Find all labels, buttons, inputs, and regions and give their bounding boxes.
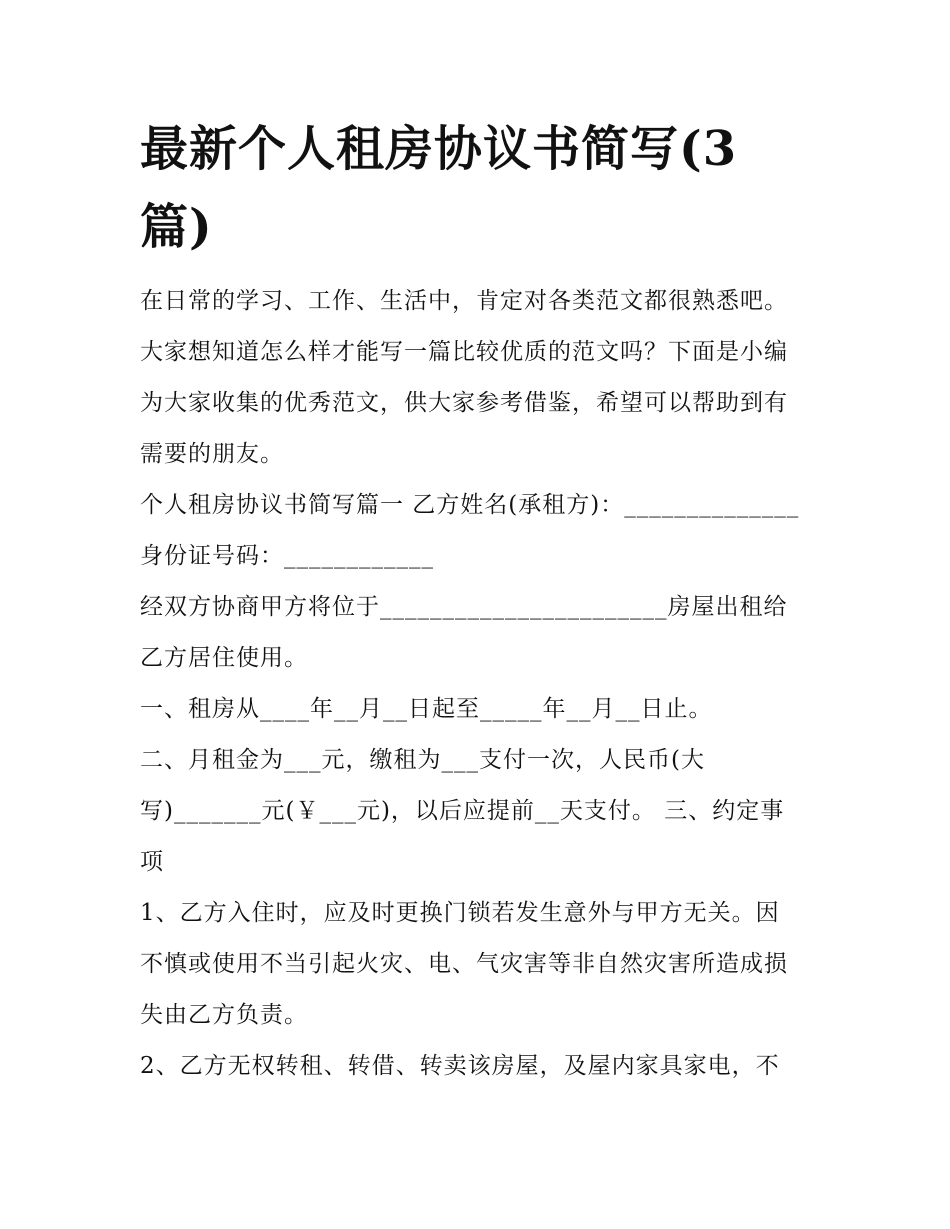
paragraph-line: 1、乙方入住时，应及时更换门锁若发生意外与甲方无关。因 <box>140 900 780 926</box>
paragraph-line: 失由乙方负责。 <box>140 1002 308 1028</box>
paragraph-line: 乙方居住使用。 <box>140 645 308 671</box>
paragraph-line: 经双方协商甲方将位于_______________________房屋出租给 <box>140 594 788 620</box>
paragraph-line: 个人租房协议书简写篇一 乙方姓名(承租方)：______________ <box>140 492 800 518</box>
paragraph-line: 大家想知道怎么样才能写一篇比较优质的范文吗？下面是小编 <box>140 339 788 365</box>
paragraph-line: 二、月租金为___元，缴租为___支付一次，人民币(大 <box>140 747 705 773</box>
document-title: 最新个人租房协议书简写(3篇) <box>140 121 738 255</box>
paragraph-line: 不慎或使用不当引起火灾、电、气灾害等非自然灾害所造成损 <box>140 951 788 977</box>
paragraph-line: 需要的朋友。 <box>140 441 284 467</box>
paragraph-line: 写)_______元(￥___元)，以后应提前__天支付。 三、约定事 <box>140 798 785 824</box>
paragraph-line: 一、租房从____年__月__日起至_____年__月__日止。 <box>140 696 713 722</box>
paragraph-line: 项 <box>140 849 164 875</box>
paragraph-line: 身份证号码：____________ <box>140 543 434 569</box>
paragraph-line: 2、乙方无权转租、转借、转卖该房屋，及屋内家具家电，不 <box>140 1053 780 1079</box>
paragraph-line: 在日常的学习、工作、生活中，肯定对各类范文都很熟悉吧。 <box>140 288 788 314</box>
paragraph-line: 为大家收集的优秀范文，供大家参考借鉴，希望可以帮助到有 <box>140 390 788 416</box>
